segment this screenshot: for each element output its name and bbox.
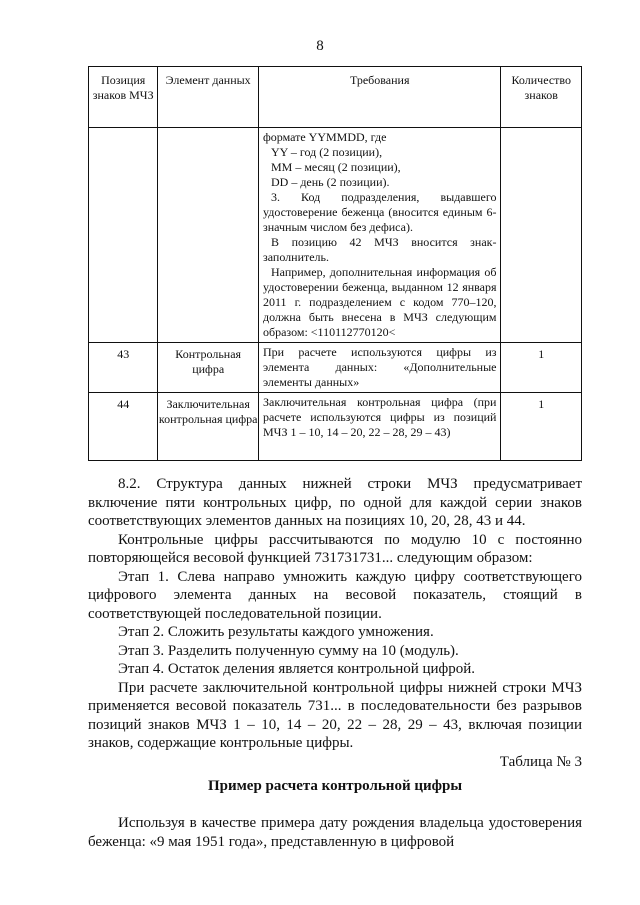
header-requirements: Требования — [258, 67, 501, 128]
req-line: MM – месяц (2 позиции), — [270, 160, 401, 174]
cell-element: Заключительная контрольная цифра — [158, 393, 259, 461]
table-row-continuation — [89, 128, 582, 343]
cell-count: 1 — [501, 393, 582, 461]
req-line: Например, дополнительная информация об удостоверении беженца, выданном 12 января 2011 г. подразделением с кодом 770–120, должна быть внесена в МЧЗ следующим образом: <110112770120< — [262, 265, 497, 339]
paragraph: Этап 3. Разделить полученную сумму на 10 (модуль). — [118, 642, 459, 659]
req-line: DD – день (2 позиции). — [270, 175, 390, 189]
cell-element: Контрольная цифра — [158, 343, 259, 393]
cell-requirements: При расчете используются цифры из элемента данных: «Дополнительные элементы данных» — [258, 343, 501, 393]
paragraph: При расчете заключительной контрольной цифры нижней строки МЧЗ применяется весовой показатель 731... в последовательности без разрывов позиций знаков МЧЗ 1 – 10, 14 – 20, 22 – 28, 29 – 43, включая позиции знаков, содержащие контрольные цифры. — [88, 679, 582, 751]
cell-count-empty — [501, 128, 582, 343]
req-line: формате YYMMDD, где — [262, 130, 387, 144]
cell-element-empty — [158, 128, 259, 343]
req-line: 3. Код подразделения, выдавшего удостоверение беженца (вносится единым 6-значным числом без дефиса). — [262, 190, 497, 234]
cell-requirements-continuation — [258, 128, 501, 343]
paragraph: Этап 1. Слева направо умножить каждую цифру соответствующего цифрового элемента данных на весовой показатель, стоящий в соответствующей последовательной позиции. — [88, 568, 582, 622]
paragraph: Используя в качестве примера дату рождения владельца удостоверения беженца: «9 мая 1951 года», представленную в цифровой — [88, 815, 582, 850]
table-header-row — [89, 67, 582, 128]
paragraph: 8.2. Структура данных нижней строки МЧЗ предусматривает включение пяти контрольных цифр, по одной для каждой серии знаков соответствующих элементов данных на позициях 10, 20, 28, 43 и 44. — [88, 476, 582, 529]
header-element: Элемент данных — [158, 67, 259, 128]
header-count: Количество знаков — [501, 67, 582, 128]
header-position: Позиция знаков МЧЗ — [89, 67, 158, 128]
cell-count: 1 — [501, 343, 582, 393]
body-text — [88, 475, 582, 753]
paragraph: Этап 4. Остаток деления является контрольной цифрой. — [118, 661, 476, 677]
mrz-requirements-table — [88, 66, 582, 461]
req-line: В позицию 42 МЧЗ вносится знак-заполнитель. — [262, 235, 497, 264]
table-row — [89, 393, 582, 461]
paragraph: Контрольные цифры рассчитываются по модулю 10 с постоянно повторяющейся весовой функцией 731731731... следующим образом: — [88, 531, 582, 566]
cell-position-empty — [89, 128, 158, 343]
cell-position: 44 — [89, 393, 158, 461]
table-row — [89, 343, 582, 393]
paragraph: Этап 2. Сложить результаты каждого умножения. — [118, 624, 434, 640]
cell-position: 43 — [89, 343, 158, 393]
table-label: Таблица № 3 — [499, 754, 582, 770]
cell-requirements: Заключительная контрольная цифра (при расчете используются цифры из позиций МЧЗ 1 – 10, 14 – 20, 22 – 28, 29 – 43) — [258, 393, 501, 461]
body-text-bottom — [88, 814, 582, 852]
page-number: 8 — [316, 38, 324, 54]
table-title: Пример расчета контрольной цифры — [207, 778, 463, 794]
req-line: YY – год (2 позиции), — [270, 145, 383, 159]
